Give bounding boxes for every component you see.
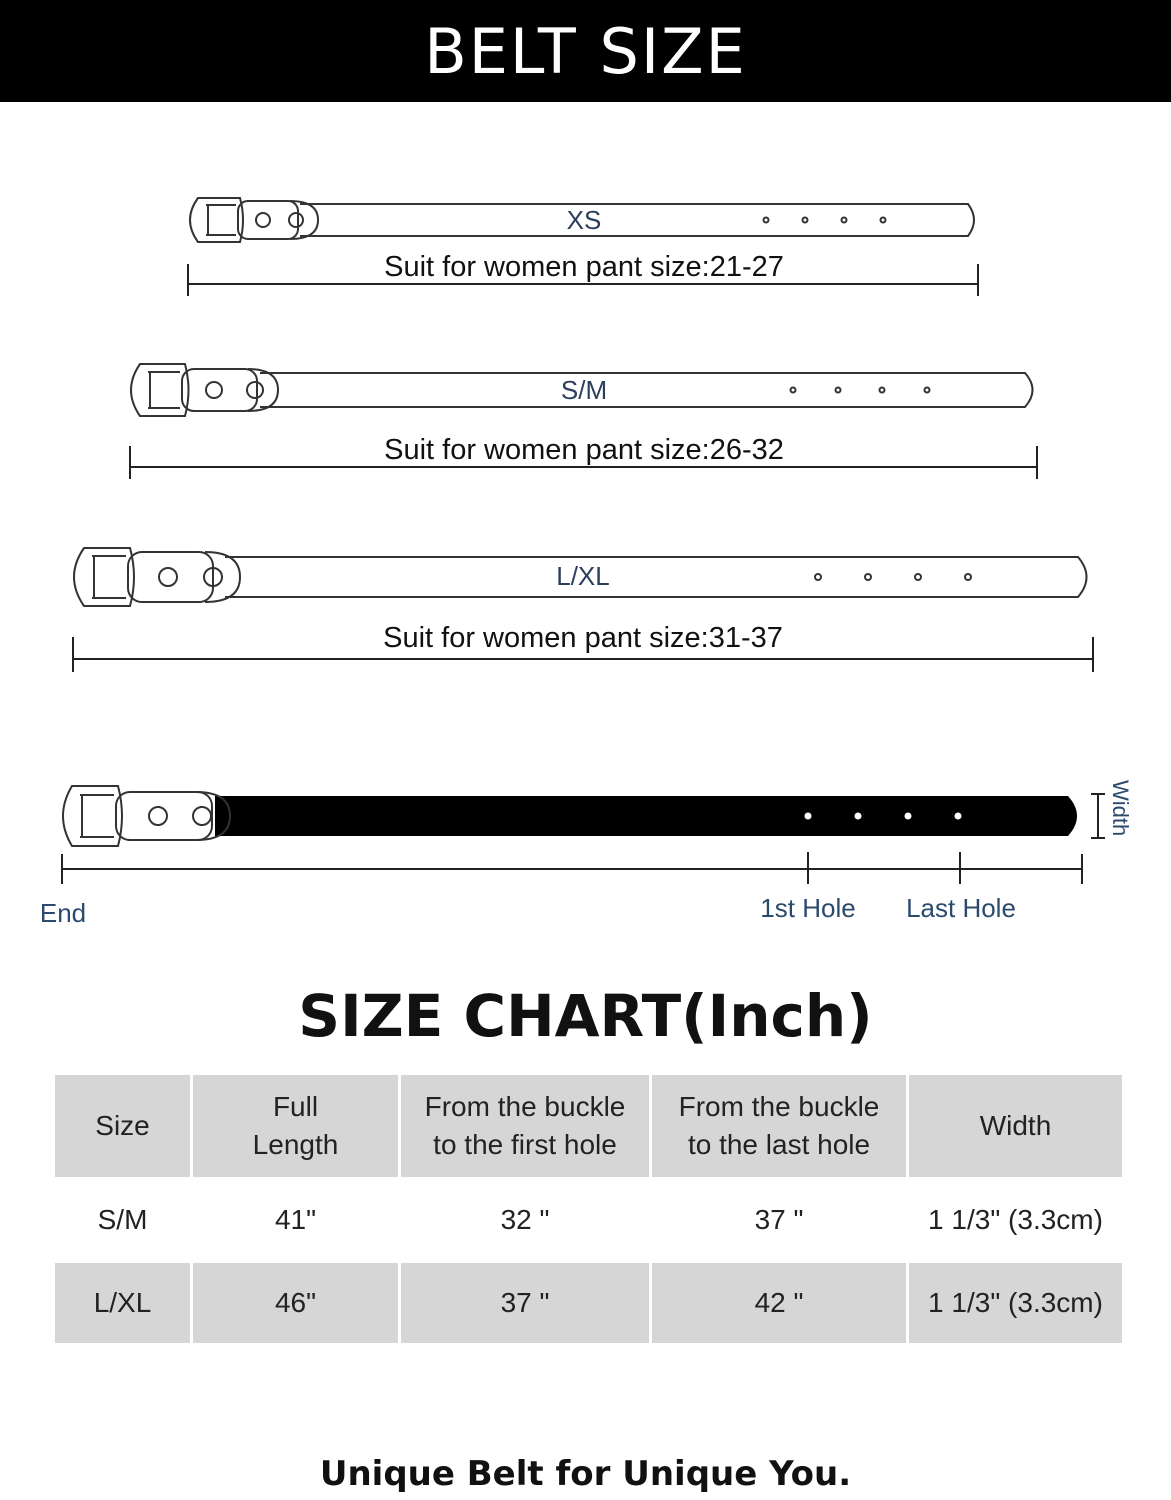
header-full-length: Full Length	[193, 1075, 398, 1177]
size-chart-table	[52, 1075, 1125, 1343]
diagram-measure-line	[62, 852, 1082, 884]
table-header-row	[55, 1075, 1122, 1177]
width-dimension-marker	[1091, 794, 1105, 838]
size-chart-title: SIZE CHART(Inch)	[298, 982, 873, 1050]
belt-xs-suit-text: Suit for women pant size:21-27	[384, 251, 784, 283]
last-hole-label: Last Hole	[906, 893, 1016, 923]
belt-xs-size-label: XS	[566, 205, 602, 235]
cell-size: S/M	[55, 1177, 190, 1260]
end-label: End	[39, 898, 87, 928]
diagram-belt	[63, 786, 1077, 846]
table-row	[55, 1177, 1122, 1260]
belt-sm-size-label: S/M	[560, 375, 608, 405]
header-width: Width	[909, 1075, 1122, 1177]
belt-lxl-suit-text: Suit for women pant size:31-37	[383, 622, 783, 654]
belt-sm-suit-text: Suit for women pant size:26-32	[384, 434, 784, 466]
header-first-hole: From the buckle to the first hole	[401, 1075, 649, 1177]
header-last-hole: From the buckle to the last hole	[652, 1075, 906, 1177]
cell-last-hole: 42 "	[652, 1260, 906, 1343]
table-row	[55, 1260, 1122, 1343]
first-hole-label: 1st Hole	[760, 893, 856, 923]
width-label: Width	[1108, 780, 1133, 837]
cell-last-hole: 37 "	[652, 1177, 906, 1260]
footer-tagline: Unique Belt for Unique You.	[319, 1454, 852, 1494]
cell-full-length: 41"	[193, 1177, 398, 1260]
cell-size: L/XL	[55, 1260, 190, 1343]
cell-first-hole: 32 "	[401, 1177, 649, 1260]
belt-lxl-size-label: L/XL	[556, 561, 610, 591]
banner-title: BELT SIZE	[424, 14, 747, 88]
header-size: Size	[55, 1075, 190, 1177]
cell-first-hole: 37 "	[401, 1260, 649, 1343]
cell-full-length: 46"	[193, 1260, 398, 1343]
cell-width: 1 1/3" (3.3cm)	[909, 1177, 1122, 1260]
cell-width: 1 1/3" (3.3cm)	[909, 1260, 1122, 1343]
